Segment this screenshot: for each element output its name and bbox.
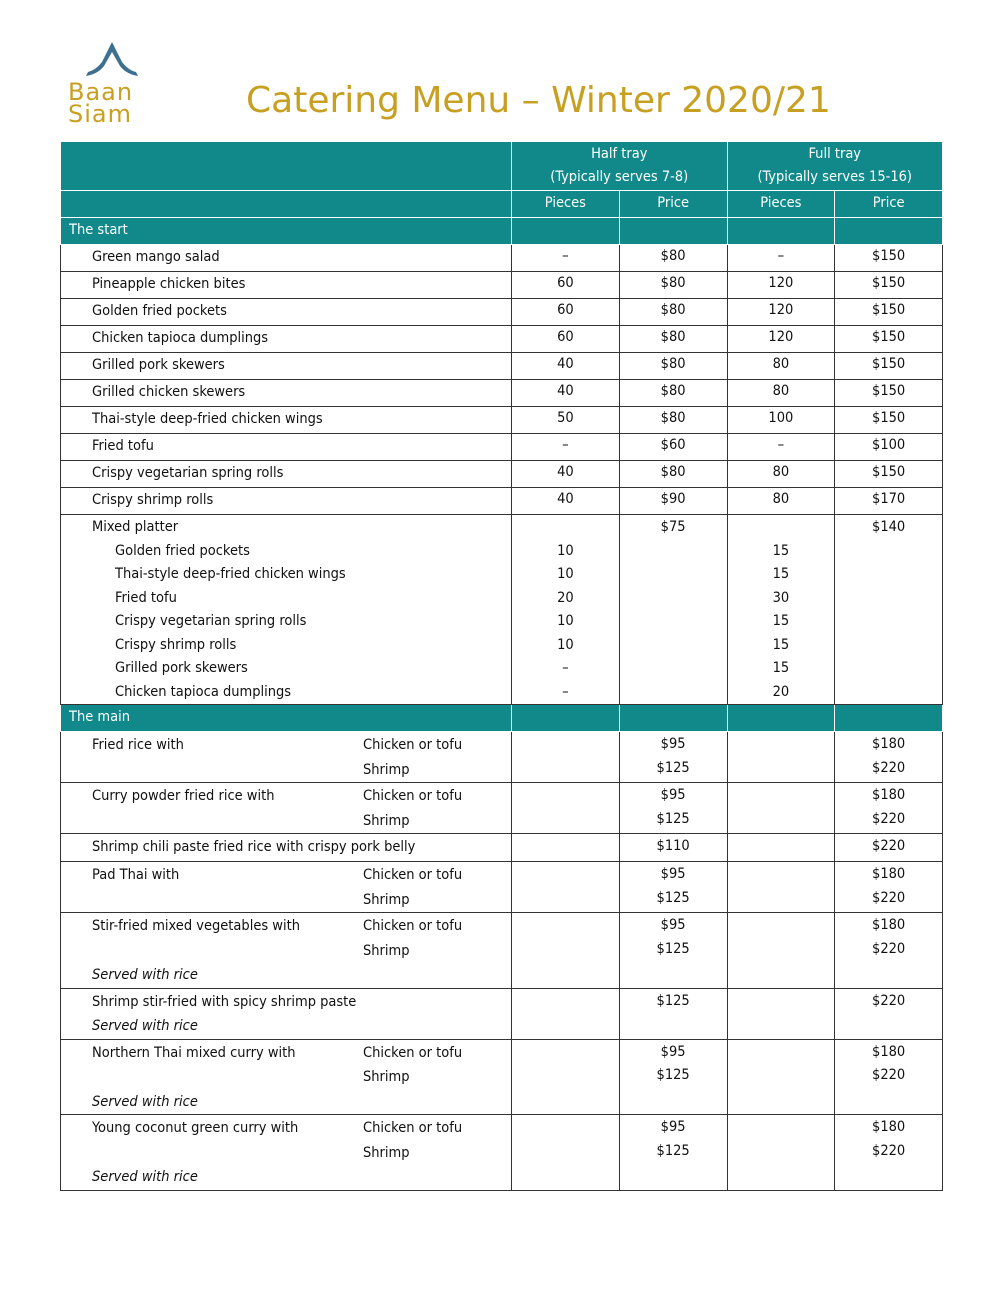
dish-name: Grilled chicken skewers: [92, 384, 246, 400]
table-row: [61, 380, 943, 407]
dish-name: Pad Thai with: [92, 867, 180, 883]
dish-option: Shrimp: [363, 1144, 410, 1161]
served-with-note: Served with rice: [92, 1169, 198, 1185]
half-price: $75: [660, 519, 686, 535]
full-pieces: 120: [768, 329, 794, 345]
platter-full-pieces: 15: [772, 636, 790, 653]
table-row: [61, 732, 943, 783]
full-price: $100: [872, 437, 906, 453]
platter-half-pieces: 10: [557, 613, 574, 629]
dish-cell: [61, 434, 512, 461]
full-pieces: 100: [768, 410, 794, 426]
full-price: $220: [872, 838, 906, 854]
full-price: $150: [872, 248, 906, 264]
dish-cell: [61, 732, 512, 783]
full-price: $220: [872, 1142, 906, 1159]
half-pieces: 60: [557, 302, 574, 318]
full-price: $150: [872, 275, 906, 291]
dish-name: Mixed platter: [92, 519, 179, 535]
dish-name: Chicken tapioca dumplings: [92, 330, 269, 346]
dish-option: Chicken or tofu: [363, 918, 463, 934]
logo-word-baan: Baan: [68, 78, 134, 106]
table-row: [61, 353, 943, 380]
dish-name: Golden fried pockets: [92, 303, 227, 319]
half-price: $125: [656, 940, 690, 957]
dish-name: Stir-fried mixed vegetables with: [92, 918, 300, 934]
dish-cell: [61, 913, 512, 989]
platter-item-name: Grilled pork skewers: [115, 660, 248, 676]
platter-half-pieces: –: [562, 683, 569, 700]
dish-cell: [61, 1039, 512, 1115]
full-tray-header: Full tray (Typically serves 15-16): [727, 142, 943, 191]
dish-cell: [61, 272, 512, 299]
full-price: $220: [872, 759, 906, 776]
dish-option: Shrimp: [363, 942, 410, 959]
platter-item-name: Golden fried pockets: [115, 542, 250, 559]
header-row-columns: [61, 191, 943, 218]
dish-name: Shrimp chili paste fried rice with crispy pork belly: [92, 839, 416, 855]
served-with-note: Served with rice: [92, 1093, 198, 1110]
half-price: $125: [656, 810, 690, 827]
half-pieces: 60: [557, 329, 574, 345]
served-with-note: Served with rice: [92, 1018, 198, 1034]
full-pieces: –: [777, 248, 785, 264]
half-price: $80: [660, 248, 686, 264]
dish-name: Crispy vegetarian spring rolls: [92, 465, 284, 481]
platter-full-pieces: 15: [772, 566, 790, 582]
full-pieces: –: [777, 437, 785, 453]
dish-name: Fried rice with: [92, 737, 184, 753]
section-title: The start: [61, 218, 512, 245]
full-pieces: 120: [768, 302, 794, 318]
full-pieces: 80: [772, 356, 790, 372]
full-price: $150: [872, 302, 906, 318]
half-price: $125: [656, 759, 690, 776]
table-row: [61, 783, 943, 834]
dish-cell: [61, 461, 512, 488]
page-title: Catering Menu – Winter 2020/21: [246, 80, 831, 121]
platter-full-pieces: 15: [772, 660, 790, 676]
dish-name: Curry powder fried rice with: [92, 788, 275, 804]
half-price: $95: [660, 787, 686, 803]
half-tray-header: Half tray (Typically serves 7-8): [512, 142, 728, 191]
dish-cell: [61, 834, 512, 862]
dish-cell: [61, 353, 512, 380]
dish-name: Green mango salad: [92, 249, 220, 265]
half-price: $125: [656, 889, 690, 906]
dish-cell: [61, 407, 512, 434]
half-pieces: –: [562, 248, 569, 264]
full-price: $180: [872, 866, 906, 882]
half-price: $90: [660, 491, 686, 507]
full-price: $170: [872, 491, 906, 507]
half-price-header: Price: [619, 191, 727, 218]
half-price: $60: [660, 437, 686, 453]
full-price: $150: [872, 383, 906, 399]
dish-name: Fried tofu: [92, 438, 154, 454]
full-price: $220: [872, 889, 906, 906]
half-price: $80: [660, 356, 686, 372]
half-price: $80: [660, 275, 686, 291]
dish-cell: [61, 326, 512, 353]
dish-name: Shrimp stir-fried with spicy shrimp paste: [92, 993, 357, 1010]
full-pieces: 80: [772, 383, 790, 399]
platter-item-name: Chicken tapioca dumplings: [115, 683, 292, 700]
dish-name: Young coconut green curry with: [92, 1120, 299, 1136]
platter-row: [61, 515, 943, 705]
dish-name: Pineapple chicken bites: [92, 276, 246, 292]
half-price: $110: [656, 838, 690, 854]
dish-cell: [61, 783, 512, 834]
table-row: [61, 326, 943, 353]
table-row: [61, 461, 943, 488]
full-price: $220: [872, 1067, 906, 1083]
dish-option: Chicken or tofu: [363, 788, 463, 804]
table-row: [61, 913, 943, 989]
platter-full-pieces: 20: [772, 683, 790, 700]
table-row: [61, 245, 943, 272]
platter-half-pieces: 20: [557, 589, 574, 606]
dish-cell: [61, 245, 512, 272]
dish-option: Shrimp: [363, 1069, 410, 1085]
half-price: $80: [660, 302, 686, 318]
dish-cell: [61, 862, 512, 913]
platter-item-name: Crispy shrimp rolls: [115, 636, 237, 653]
menu-table: [60, 141, 943, 1191]
platter-half-pieces: 10: [557, 566, 574, 582]
dish-option: Chicken or tofu: [363, 1120, 463, 1136]
full-price: $180: [872, 1043, 906, 1060]
table-row: [61, 272, 943, 299]
platter-full-pieces: 15: [772, 613, 790, 629]
half-price: $80: [660, 410, 686, 426]
full-price: $180: [872, 736, 906, 752]
dish-option: Chicken or tofu: [363, 867, 463, 883]
dish-cell: [61, 988, 512, 1039]
half-pieces: –: [562, 437, 569, 453]
section-main: [61, 705, 943, 732]
half-price: $80: [660, 464, 686, 480]
table-row: [61, 1115, 943, 1191]
full-price: $220: [872, 992, 906, 1009]
logo: [64, 40, 156, 128]
table-row: [61, 988, 943, 1039]
platter-full-pieces: 15: [772, 542, 790, 559]
dish-option: Shrimp: [363, 812, 410, 829]
half-price: $125: [656, 992, 690, 1009]
full-price: $150: [872, 356, 906, 372]
half-pieces: 40: [557, 464, 574, 480]
half-price: $95: [660, 917, 686, 933]
full-price: $150: [872, 464, 906, 480]
half-price: $125: [656, 1067, 690, 1083]
half-price: $125: [656, 1142, 690, 1159]
dish-name: Northern Thai mixed curry with: [92, 1044, 296, 1061]
platter-item-name: Fried tofu: [115, 589, 177, 606]
section-start: [61, 218, 943, 245]
half-price: $95: [660, 1043, 686, 1060]
dish-option: Chicken or tofu: [363, 1044, 463, 1061]
dish-option: Shrimp: [363, 761, 410, 778]
served-with-note: Served with rice: [92, 967, 198, 983]
dish-cell: [61, 488, 512, 515]
half-price: $80: [660, 329, 686, 345]
full-pieces: 80: [772, 464, 790, 480]
dish-cell: [61, 1115, 512, 1191]
table-row: [61, 862, 943, 913]
table-row: [61, 1039, 943, 1115]
full-price: $220: [872, 940, 906, 957]
platter-full-pieces: 30: [772, 589, 790, 606]
platter-item-name: Thai-style deep-fried chicken wings: [115, 566, 346, 582]
full-pieces: 120: [768, 275, 794, 291]
half-pieces: 60: [557, 275, 574, 291]
full-pieces: 80: [772, 491, 790, 507]
dish-cell: [61, 380, 512, 407]
half-pieces-header: Pieces: [512, 191, 620, 218]
table-row: [61, 488, 943, 515]
dish-option: Shrimp: [363, 891, 410, 908]
platter-half-pieces: –: [562, 660, 569, 676]
full-pieces-header: Pieces: [727, 191, 835, 218]
half-pieces: 40: [557, 356, 574, 372]
half-pieces: 50: [557, 410, 574, 426]
half-price: $95: [660, 866, 686, 882]
full-price-header: Price: [835, 191, 943, 218]
half-pieces: 40: [557, 383, 574, 399]
logo-word-siam: Siam: [68, 100, 132, 128]
full-price: $180: [872, 787, 906, 803]
full-price: $140: [872, 519, 906, 535]
header-row-trays: [61, 142, 943, 191]
table-row: [61, 434, 943, 461]
full-price: $150: [872, 410, 906, 426]
dish-name: Thai-style deep-fried chicken wings: [92, 411, 323, 427]
half-pieces: 40: [557, 491, 574, 507]
platter-half-pieces: 10: [557, 542, 574, 559]
platter-item-name: Crispy vegetarian spring rolls: [115, 613, 307, 629]
platter-half-pieces: 10: [557, 636, 574, 653]
full-price: $180: [872, 917, 906, 933]
full-price: $220: [872, 810, 906, 827]
dish-name: Crispy shrimp rolls: [92, 492, 214, 508]
section-title: The main: [69, 709, 131, 726]
dish-name: Grilled pork skewers: [92, 357, 225, 373]
table-row: [61, 299, 943, 326]
half-price: $95: [660, 736, 686, 752]
dish-cell: [61, 515, 512, 705]
dish-option: Chicken or tofu: [363, 737, 463, 753]
dish-cell: [61, 299, 512, 326]
full-price: $180: [872, 1119, 906, 1135]
half-price: $95: [660, 1119, 686, 1135]
temple-roof-icon: [82, 40, 142, 80]
full-price: $150: [872, 329, 906, 345]
table-row: [61, 407, 943, 434]
table-row: [61, 834, 943, 862]
half-price: $80: [660, 383, 686, 399]
